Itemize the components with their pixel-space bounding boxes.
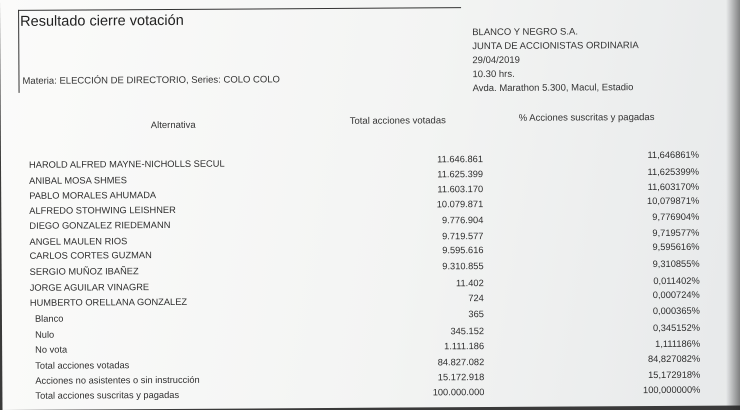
row-alternativa: Nulo [35, 329, 55, 340]
row-votes: 10.079.871 [436, 199, 484, 210]
row-alternativa: CARLOS CORTES GUZMAN [29, 250, 152, 261]
row-pct: 11,603170% [647, 181, 700, 193]
row-pct: 0,011402% [653, 275, 700, 287]
row-alternativa: No vota [35, 344, 68, 355]
row-pct: 11,625399% [647, 166, 700, 178]
column-header-total: Total acciones votadas [349, 115, 446, 127]
row-pct: 9,310855% [652, 258, 700, 270]
document-title: Resultado cierre votación [20, 12, 184, 30]
meeting-date: 29/04/2019 [472, 54, 520, 67]
meeting-type: JUNTA DE ACCIONISTAS ORDINARIA [472, 40, 639, 53]
row-votes: 11.625.399 [437, 169, 484, 180]
row-pct: 0,000365% [652, 305, 700, 317]
row-pct: 0,345152% [652, 322, 701, 334]
row-alternativa: ANIBAL MOSA SHMES [29, 175, 127, 186]
row-alternativa: Acciones no asistentes o sin instrucción [35, 374, 200, 386]
row-votes: 84.827.082 [437, 357, 485, 368]
row-alternativa: Total acciones suscritas y pagadas [35, 389, 180, 401]
row-alternativa: ANGEL MAULEN RIOS [29, 236, 128, 247]
row-alternativa: Total acciones votadas [35, 360, 130, 371]
row-pct: 9,595616% [652, 241, 700, 253]
materia-line: Materia: ELECCIÓN DE DIRECTORIO, Series: COLO COLO [22, 74, 280, 87]
row-pct: 9,719577% [652, 227, 700, 239]
row-alternativa: HUMBERTO ORELLANA GONZALEZ [29, 296, 188, 308]
row-pct: 0,000724% [652, 289, 700, 301]
row-votes: 345.152 [450, 326, 485, 337]
row-pct: 84,827082% [647, 353, 701, 365]
row-pct: 10,079871% [646, 195, 700, 207]
row-pct: 100,000000% [642, 384, 701, 396]
row-pct: 9,776904% [652, 211, 700, 223]
row-votes: 11.646.861 [437, 154, 484, 165]
row-votes: 365 [468, 309, 484, 320]
row-votes: 100.000.000 [432, 387, 485, 398]
column-header-alternativa: Alternativa [150, 119, 196, 132]
row-pct: 11,646861% [647, 149, 699, 161]
row-votes: 9.719.577 [442, 231, 484, 242]
company-name: BLANCO Y NEGRO S.A. [472, 26, 579, 39]
row-alternativa: JORGE AGUILAR VINAGRE [29, 282, 150, 293]
row-alternativa: HAROLD ALFRED MAYNE-NICHOLLS SECUL [28, 158, 225, 170]
meeting-address: Avda. Marathon 5.300, Macul, Estadio [472, 82, 634, 95]
row-alternativa: SERGIO MUÑOZ IBAÑEZ [29, 266, 139, 277]
column-header-pct: % Acciones suscritas y pagadas [518, 112, 655, 124]
meeting-time: 10.30 hrs. [472, 68, 515, 81]
page-edge-shadow [726, 0, 740, 410]
row-alternativa: Blanco [34, 313, 64, 324]
row-votes: 1.111.186 [444, 341, 485, 352]
row-alternativa: ALFREDO STOHWING LEISHNER [29, 204, 176, 216]
row-alternativa: DIEGO GONZALEZ RIEDEMANN [29, 219, 171, 231]
row-pct: 15,172918% [648, 369, 701, 381]
row-votes: 11.402 [455, 278, 484, 289]
row-alternativa: PABLO MORALES AHUMADA [29, 190, 157, 201]
organization-block [472, 25, 639, 96]
row-votes: 9.776.904 [441, 215, 484, 226]
row-pct: 1,111186% [655, 338, 701, 350]
row-votes: 9.310.855 [442, 261, 484, 272]
row-votes: 15.172.918 [437, 372, 485, 383]
row-votes: 724 [468, 293, 484, 304]
row-votes: 11.603.170 [437, 184, 484, 195]
row-votes: 9.595.616 [442, 245, 484, 256]
